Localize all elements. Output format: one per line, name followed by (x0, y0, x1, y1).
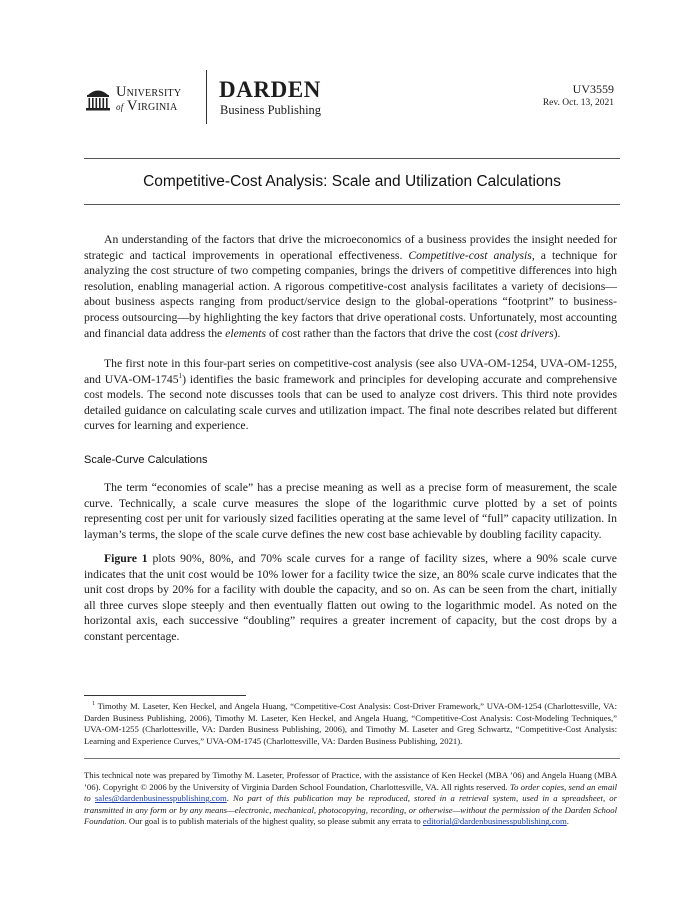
footnote-ref[interactable]: 1 (178, 371, 183, 380)
paragraph-scale-curve: The term “economies of scale” has a precise meaning as well as a precise form of measurement, the scale curve. Technically, a scale curve measures the slope of the logarithmic curve plotted by a set of points representing cost per unit for variously sized facilities operating at the same level of “full” capacity utilization. In layman’s terms, the slope of the scale curve defines the new cost base achievable by doubling facility capacity. (84, 481, 617, 541)
logo-divider (206, 70, 207, 124)
university-wordmark (116, 85, 181, 114)
rotunda-icon (84, 86, 112, 112)
title-rule-bottom (84, 204, 620, 205)
copyright-rule (84, 758, 620, 759)
title-rule-top (84, 158, 620, 159)
footnote: $^1$ Timothy M. Laseter, Ken Heckel, and Angela Huang, “Competitive-Cost Analysis: Cost-Driver Framework,” UVA-OM-1254 (Charlottesville, VA: Darden Business Publishing, 2006), Timothy M. Laseter, Ken Heckel, and Angela Huang, “Competitive-Cost Analysis: Cost-Modeling Techniques,” UVA-OM-1255 (Charlottesville, VA: Darden Business Publishing, 2006), and Timothy M. Laseter and Greg Schwartz, “Competitive-Cost Analysis: Learning and Experience Curves,” UVA-OM-1745 (Charlottesville, VA: Darden Business Publishing, 2021). (84, 701, 617, 746)
section-heading: Scale-Curve Calculations (84, 454, 208, 466)
paragraph-figure-1: Figure 1 plots 90%, 80%, and 70% scale curves for a range of facility sizes, where a 90% scale curve indicates that the unit cost would be 10% lower for a facility twice the size, an 80% scale curve indicates that the unit cost drops by 20% for a facility with double the capacity, and so on. As can be seen from the chart, initially all three curves slope steeply and then eventually flatten out owing to the logarithmic model. As noted on the horizontal axis, each successive “doubling” requires a greater increment of capacity, but the cost drops by a constant percentage. (84, 552, 617, 643)
university-line: University (116, 83, 182, 100)
editorial-email-link[interactable]: editorial@dardenbusinesspublishing.com (422, 816, 567, 827)
virginia-line: of Virginia (116, 97, 178, 114)
paragraph-intro: An understanding of the factors that drive the microeconomics of a business provides the insight needed for strategic and tactical improvements in operational effectiveness. Competitive-cost analysis, a technique for analyzing the cost structure of two competing companies, brings the drivers of competitive differences into high resolution, enabling managerial action. A rigorous competitive-cost analysis facilitates a variety of decisions—about business aspects ranging from product/service design to the global-operations “footprint” to business-process outsourcing—by highlighting the key factors that drive operational costs. Unfortunately, most accounting and financial data address the elements of cost rather than the factors that drive the cost (cost drivers). (84, 233, 617, 340)
document-title: Competitive-Cost Analysis: Scale and Utilization Calculations (143, 173, 561, 190)
footnote-rule (84, 695, 246, 696)
paragraph-series: The first note in this four-part series on competitive-cost analysis (see also UVA-OM-1254, UVA-OM-1255, and UVA-OM-1745$^1$) identifies the basic framework and principles for developing accurate and comprehensive cost models. The second note discusses tools that can be used to analyze cost drivers. This third note provides detailed guidance on calculating scale curves and utilization impact. The final note describes related but different curves for learning and experience. (84, 357, 618, 433)
document-code: UV3559 (572, 82, 614, 96)
uva-logo (84, 80, 181, 118)
darden-subtitle: Business Publishing (220, 103, 322, 117)
revision-date: Rev. Oct. 13, 2021 (542, 98, 614, 108)
sales-email-link[interactable]: sales@dardenbusinesspublishing.com (94, 793, 227, 804)
copyright-notice: This technical note was prepared by Timothy M. Laseter, Professor of Practice, with the assistance of Ken Heckel (MBA ’06) and Angela Huang (MBA ’06). Copyright © 2006 by the University of Virginia Darden School Foundation, Charlottesville, VA. All rights reserved. To order copies, send an email to sales@dardenbusinesspublishing.com. No part of this publication may be reproduced, stored in a retrieval system, used in a spreadsheet, or transmitted in any form or by any means—electronic, mechanical, photocopying, recording, or otherwise—without the permission of the Darden School Foundation. Our goal is to publish materials of the highest quality, so please submit any errata to editorial@dardenbusinesspublishing.com. (84, 770, 618, 827)
darden-logo-text: DARDEN (219, 77, 321, 102)
